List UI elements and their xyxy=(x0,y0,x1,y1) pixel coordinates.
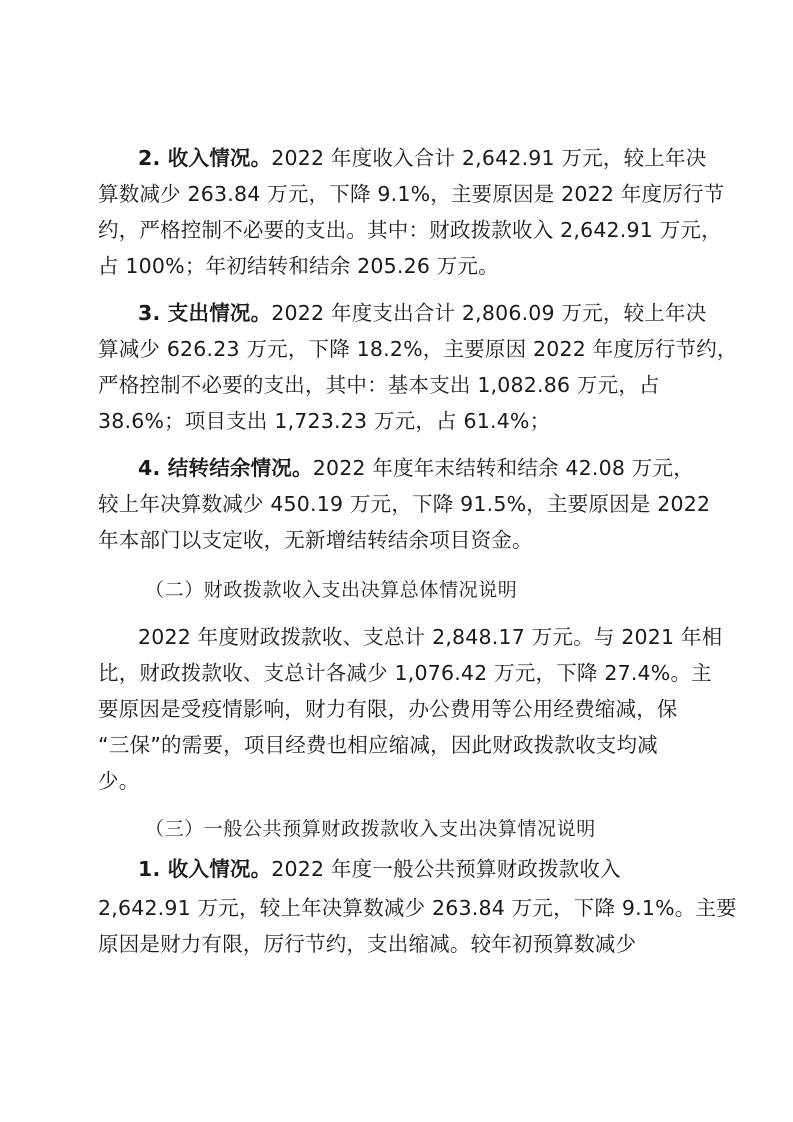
paragraph-income-line-2: 算数减少 263.84 万元，下降 9.1%，主要原因是 2022 年度厉行节 xyxy=(98,182,725,206)
section-heading-expense: 3. 支出情况。 xyxy=(138,301,272,325)
section-heading-general-budget: （三）一般公共预算财政拨款收入支出决算情况说明 xyxy=(145,818,596,840)
paragraph-balance-line-3: 年本部门以支定收，无新增结转结余项目资金。 xyxy=(98,528,533,552)
paragraph-general-line-3: 原因是财力有限，厉行节约，支出缩减。较年初预算数减少 xyxy=(98,932,637,956)
section-heading-general-income: 1. 收入情况。 xyxy=(138,857,272,881)
paragraph-balance-line-1: 4. 结转结余情况。2022 年度年末结转和结余 42.08 万元， xyxy=(138,456,694,480)
paragraph-general-line-1: 1. 收入情况。2022 年度一般公共预算财政拨款收入 xyxy=(138,857,621,881)
paragraph-expense-line-3: 严格控制不必要的支出，其中：基本支出 1,082.86 万元，占 xyxy=(98,373,660,397)
paragraph-expense-line-2: 算减少 626.23 万元，下降 18.2%，主要原因 2022 年度厉行节约， xyxy=(98,337,738,361)
paragraph-income-line-1: 2. 收入情况。2022 年度收入合计 2,642.91 万元，较上年决 xyxy=(138,146,707,170)
section-heading-fiscal-overview: （二）财政拨款收入支出决算总体情况说明 xyxy=(145,579,518,601)
paragraph-general-line-2: 2,642.91 万元，较上年决算数减少 263.84 万元，下降 9.1%。主要 xyxy=(98,896,737,920)
paragraph-fiscal-line-2: 比，财政拨款收、支总计各减少 1,076.42 万元，下降 27.4%。主 xyxy=(98,661,712,685)
paragraph-income-line-3: 约，严格控制不必要的支出。其中：财政拨款收入 2,642.91 万元， xyxy=(98,218,722,242)
section-heading-balance: 4. 结转结余情况。 xyxy=(138,456,313,480)
paragraph-fiscal-line-1: 2022 年度财政拨款收、支总计 2,848.17 万元。与 2021 年相 xyxy=(138,625,723,649)
paragraph-balance-line-2: 较上年决算数减少 450.19 万元，下降 91.5%，主要原因是 2022 xyxy=(98,492,711,516)
paragraph-expense-line-4: 38.6%；项目支出 1,723.23 万元，占 61.4%； xyxy=(98,409,551,433)
section-heading-income: 2. 收入情况。 xyxy=(138,146,272,170)
paragraph-fiscal-line-4: “三保”的需要，项目经费也相应缩减，因此财政拨款收支均减 xyxy=(98,733,658,757)
paragraph-fiscal-line-5: 少。 xyxy=(98,769,140,793)
paragraph-expense-line-1: 3. 支出情况。2022 年度支出合计 2,806.09 万元，较上年决 xyxy=(138,301,707,325)
paragraph-fiscal-line-3: 要原因是受疫情影响，财力有限，办公费用等公用经费缩减，保 xyxy=(98,697,678,721)
paragraph-income-line-4: 占 100%；年初结转和结余 205.26 万元。 xyxy=(98,254,499,278)
